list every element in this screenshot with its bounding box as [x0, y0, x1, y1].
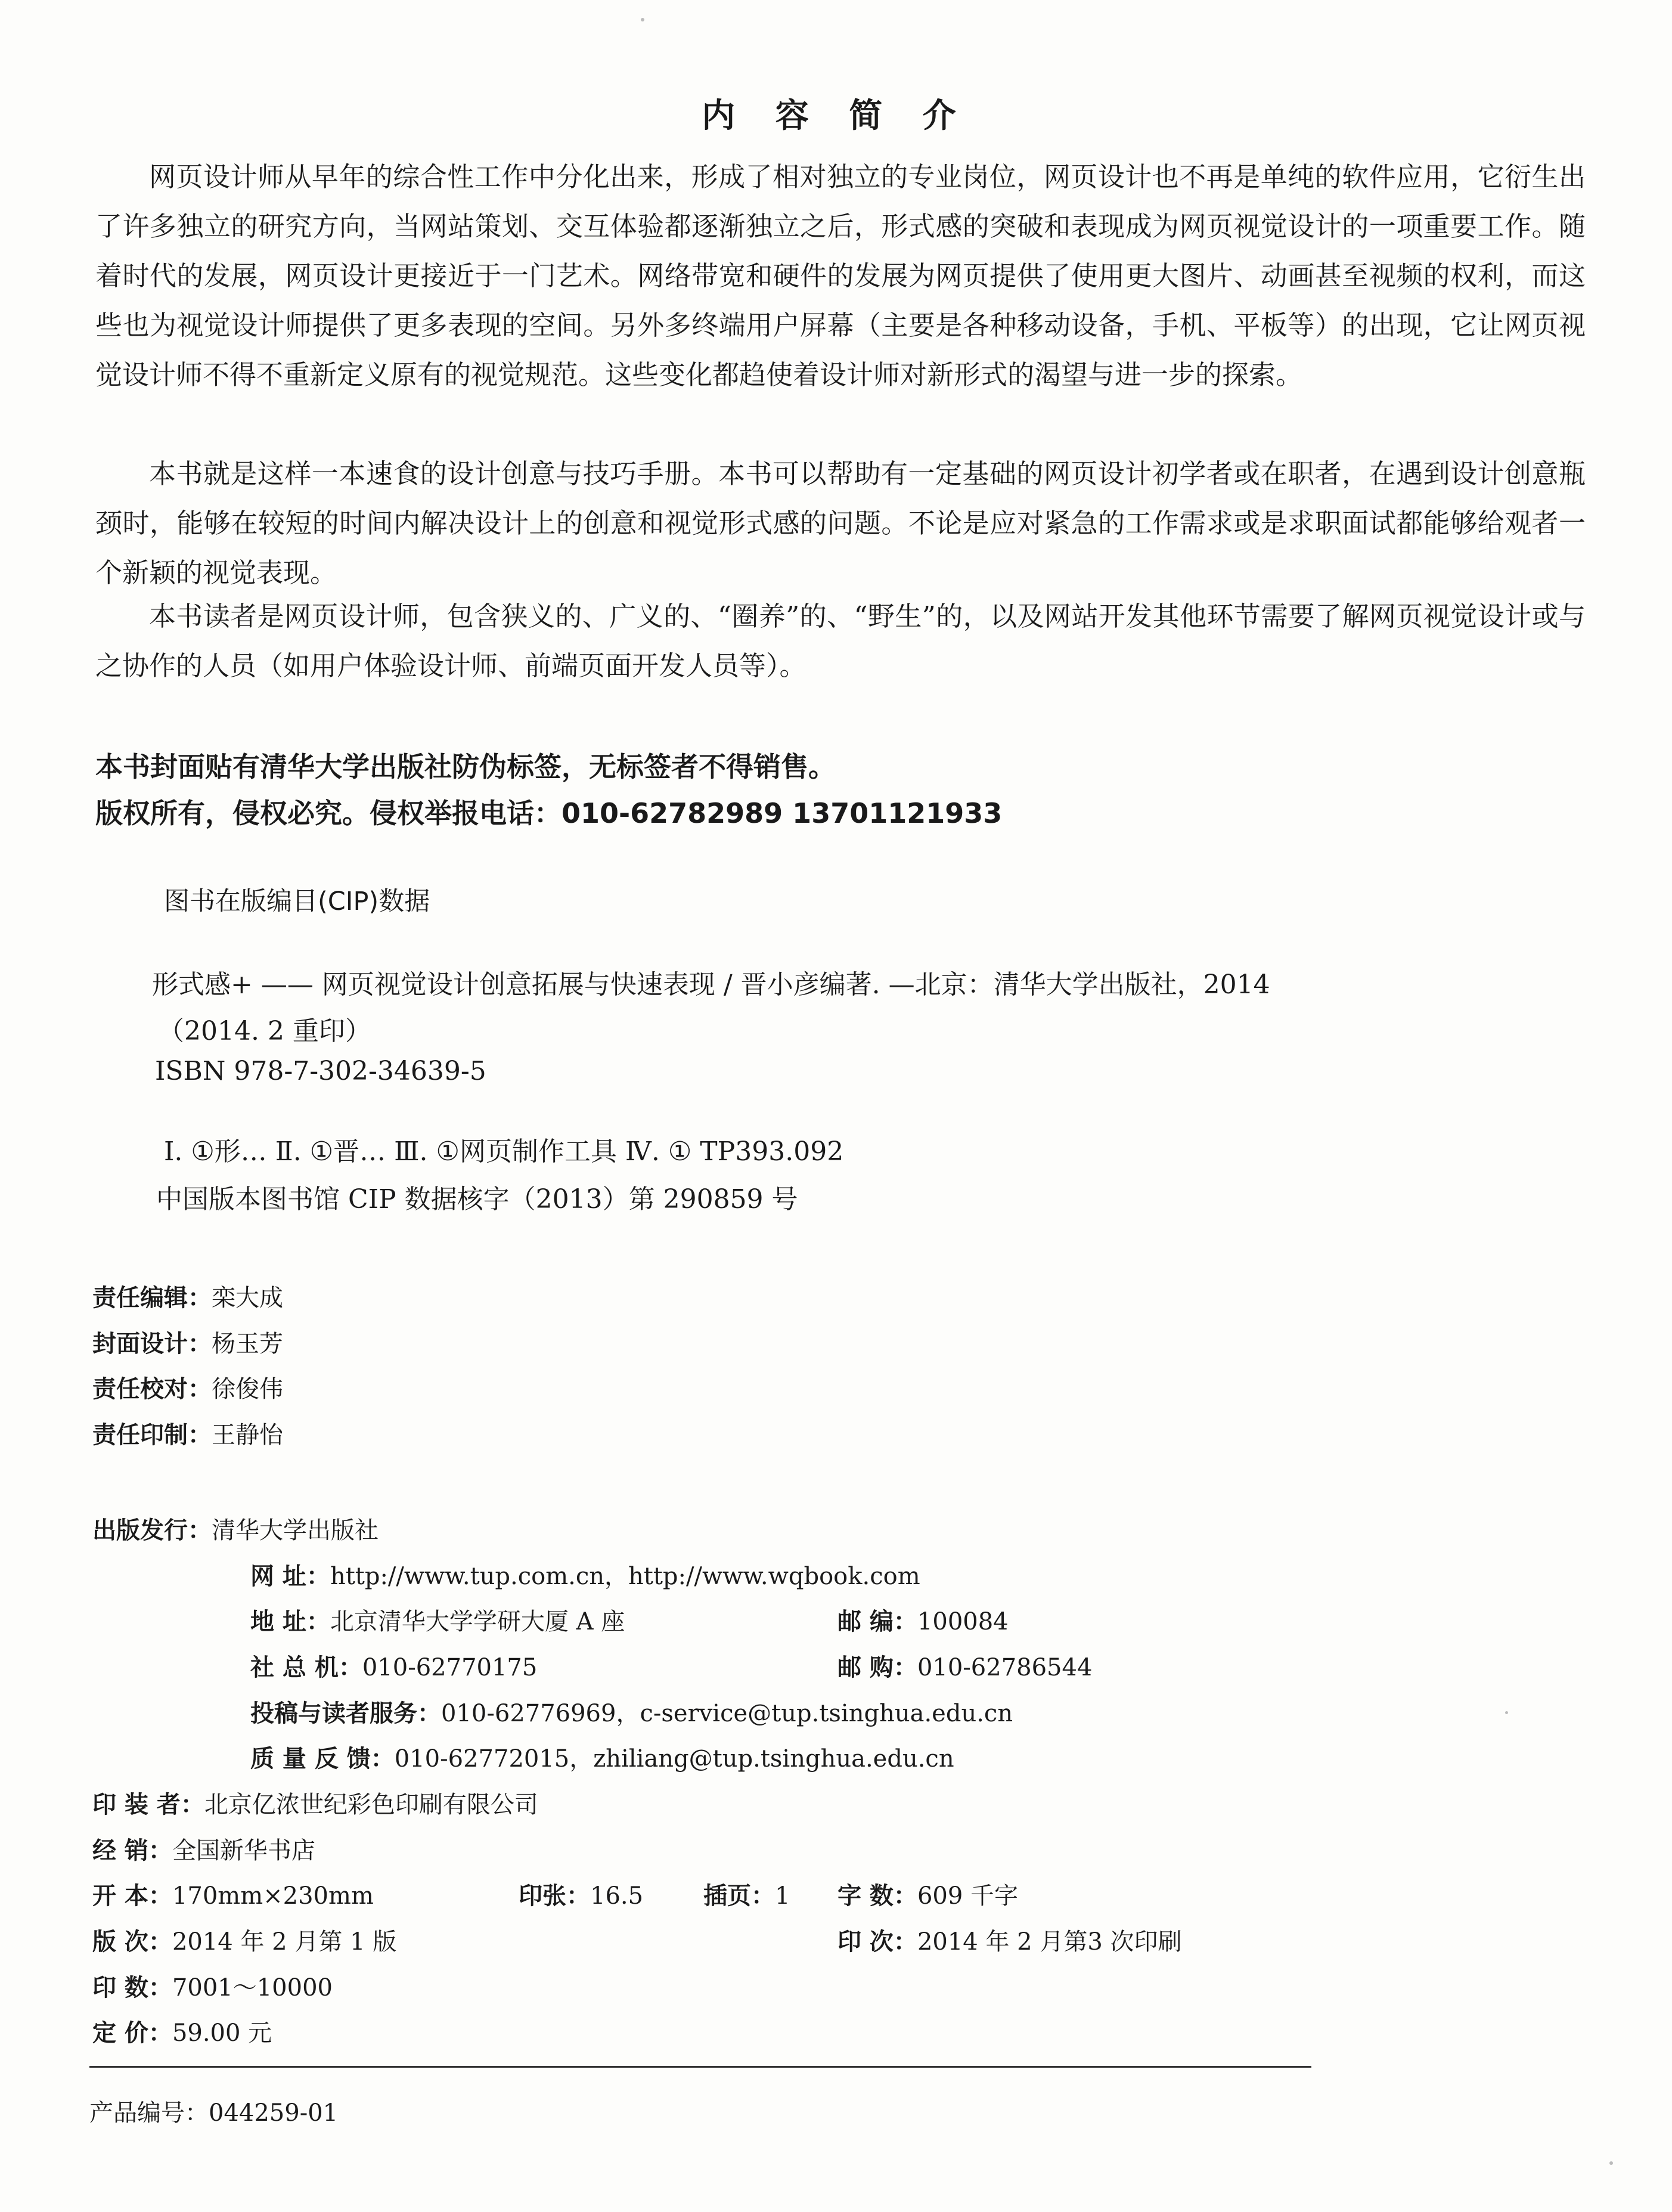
field-label: 责任编辑： — [92, 1284, 212, 1312]
staff-cover-design — [92, 1325, 283, 1359]
publisher-line — [92, 1511, 379, 1545]
field-label: 插页： — [703, 1882, 775, 1910]
field-label: 印 装 者： — [92, 1791, 204, 1818]
field-value: 010-62786544 — [917, 1654, 1093, 1681]
staff-editor — [92, 1279, 283, 1313]
field-label: 责任校对： — [92, 1375, 212, 1403]
field-label: 社 总 机： — [250, 1654, 362, 1681]
field-value: 010-62772015，zhiliang@tup.tsinghua.edu.cn — [394, 1745, 954, 1773]
cip-reprint-line: （2014. 2 重印） — [158, 1016, 371, 1046]
publisher-postcode — [837, 1603, 1009, 1637]
field-value: 2014 年 2 月第3 次印刷 — [917, 1928, 1182, 1956]
publisher-feedback — [250, 1740, 954, 1774]
field-value: 王静怡 — [212, 1421, 283, 1449]
field-label: 开 本： — [92, 1882, 172, 1910]
words-line — [837, 1877, 1018, 1911]
publisher-address — [250, 1603, 625, 1637]
field-label: 地 址： — [250, 1608, 330, 1635]
distributor-line — [92, 1832, 315, 1866]
impression-line — [837, 1923, 1182, 1957]
field-value: 609 千字 — [917, 1882, 1018, 1910]
scan-speck — [1505, 1711, 1508, 1714]
cip-title-line: 形式感+ —— 网页视觉设计创意拓展与快速表现 / 晋小彦编著. —北京：清华大学出版社，2014 — [152, 969, 1270, 1000]
field-value: 170mm×230mm — [172, 1882, 374, 1910]
format-line — [92, 1877, 374, 1911]
product-code-line — [89, 2094, 338, 2128]
field-label: 出版发行： — [92, 1517, 212, 1544]
field-label: 邮 编： — [837, 1608, 917, 1635]
print-run-line — [92, 1969, 333, 2003]
field-value: 010-62776969，c-service@tup.tsinghua.edu.cn — [441, 1700, 1013, 1727]
field-value: 010-62770175 — [362, 1654, 538, 1681]
field-label: 网 址： — [250, 1563, 330, 1590]
sheets-line — [519, 1877, 643, 1911]
field-label: 印 次： — [837, 1928, 917, 1956]
field-label: 定 价： — [92, 2019, 172, 2047]
field-label: 印 数： — [92, 1974, 172, 2002]
field-value: 100084 — [917, 1608, 1009, 1635]
cip-classification: Ⅰ. ①形… Ⅱ. ①晋… Ⅲ. ①网页制作工具 Ⅳ. ① TP393.092 — [164, 1136, 844, 1167]
field-value: 栾大成 — [212, 1284, 283, 1312]
publisher-mail-order — [837, 1649, 1092, 1683]
field-value: 全国新华书店 — [172, 1837, 315, 1864]
field-label: 投稿与读者服务： — [250, 1700, 441, 1727]
intro-paragraph-2: 本书就是这样一本速食的设计创意与技巧手册。本书可以帮助有一定基础的网页设计初学者或在职者，在遇到设计创意瓶颈时，能够在较短的时间内解决设计上的创意和视觉形式感的问题。不论是应对紧急的工作需求或是求职面试都能够给观者一个新颖的视觉表现。 — [95, 458, 1586, 588]
anti-counterfeit-notice: 本书封面贴有清华大学出版社防伪标签，无标签者不得销售。 — [95, 751, 836, 783]
field-label: 字 数： — [837, 1882, 917, 1910]
field-label: 质 量 反 馈： — [250, 1745, 395, 1773]
field-label: 版 次： — [92, 1928, 172, 1956]
scan-speck — [641, 18, 644, 21]
price-line — [92, 2014, 272, 2048]
field-label: 封面设计： — [92, 1330, 212, 1358]
publisher-reader-service — [250, 1694, 1013, 1728]
staff-proofreader — [92, 1370, 283, 1404]
field-label: 印张： — [519, 1882, 590, 1910]
scan-speck — [1609, 2161, 1613, 2165]
field-value: 清华大学出版社 — [212, 1517, 379, 1544]
field-value: 北京清华大学学研大厦 A 座 — [330, 1608, 625, 1635]
field-label: 产品编号： — [89, 2099, 209, 2127]
field-value: 16.5 — [590, 1882, 644, 1910]
staff-print-supervisor — [92, 1416, 283, 1450]
field-value: 徐俊伟 — [212, 1375, 283, 1403]
publisher-switchboard — [250, 1649, 537, 1683]
field-value: 1 — [775, 1882, 790, 1910]
field-value: http://www.tup.com.cn，http://www.wqbook.com — [330, 1563, 920, 1590]
field-label: 责任印制： — [92, 1421, 212, 1449]
field-label: 经 销： — [92, 1837, 172, 1864]
field-label: 邮 购： — [837, 1654, 917, 1681]
field-value: 59.00 元 — [172, 2019, 272, 2047]
intro-paragraph-3: 本书读者是网页设计师，包含狭义的、广义的、“圈养”的、“野生”的，以及网站开发其他环节需要了解网页视觉设计或与之协作的人员（如用户体验设计师、前端页面开发人员等）。 — [95, 600, 1586, 681]
publisher-website — [250, 1557, 920, 1591]
field-value: 杨玉芳 — [212, 1330, 283, 1358]
field-value: 2014 年 2 月第 1 版 — [172, 1928, 397, 1956]
copyright-notice: 版权所有，侵权必究。侵权举报电话：010-62782989 13701121933 — [95, 797, 1003, 829]
edition-line — [92, 1923, 396, 1957]
inserts-line — [703, 1877, 790, 1911]
cip-isbn: ISBN 978-7-302-34639-5 — [155, 1056, 486, 1086]
page-title: 内 容 简 介 — [702, 96, 970, 135]
intro-paragraph-1: 网页设计师从早年的综合性工作中分化出来，形成了相对独立的专业岗位，网页设计也不再是单纯的软件应用，它衍生出了许多独立的研究方向，当网站策划、交互体验都逐渐独立之后，形式感的突破和表现成为网页视觉设计的一项重要工作。随着时代的发展，网页设计更接近于一门艺术。网络带宽和硬件的发展为网页提供了使用更大图片、动画甚至视频的权利，而这些也为视觉设计师提供了更多表现的空间。另外多终端用户屏幕（主要是各种移动设备，手机、平板等）的出现，它让网页视觉设计师不得不重新定义原有的视觉规范。这些变化都趋使着设计师对新形式的渴望与进一步的探索。 — [95, 161, 1586, 391]
cip-record-number: 中国版本图书馆 CIP 数据核字（2013）第 290859 号 — [156, 1184, 798, 1215]
field-value: 044259-01 — [209, 2099, 339, 2127]
footer-divider — [89, 2066, 1311, 2068]
printer-line — [92, 1786, 538, 1820]
field-value: 北京亿浓世纪彩色印刷有限公司 — [204, 1791, 538, 1818]
cip-heading: 图书在版编目(CIP)数据 — [164, 887, 430, 916]
field-value: 7001～10000 — [172, 1974, 333, 2002]
